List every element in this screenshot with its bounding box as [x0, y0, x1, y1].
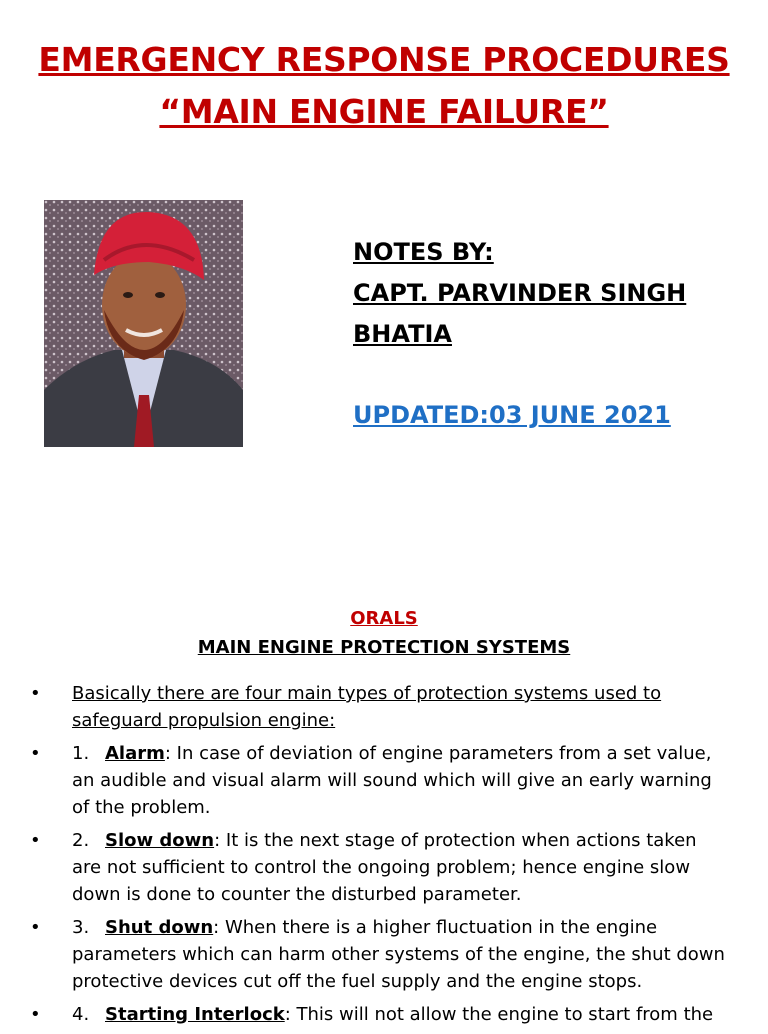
intro-text: Basically there are four main types of protection systems used to safeguard propulsion engine:: [72, 683, 662, 731]
author-name-line2: BHATIA: [353, 320, 452, 348]
item-text: : It is the next stage of protection when actions taken are not sufficient to control the ongoing problem; hence engine slow down is done to counter the disturbed parameter.: [72, 830, 697, 905]
bullet-icon: •: [30, 683, 41, 704]
section-tag: ORALS: [350, 608, 418, 629]
item-text: : This will not allow the engine to start from the: [284, 1004, 714, 1025]
list-item: [28, 680, 728, 734]
protection-list: [28, 680, 728, 1034]
list-item: [28, 914, 728, 995]
list-item: [28, 740, 728, 821]
item-number: 3.: [72, 917, 90, 938]
item-text: : In case of deviation of engine parameters from a set value, an audible and visual alarm will sound which will give an early warning of the problem.: [72, 743, 712, 818]
item-term: Alarm: [105, 743, 165, 764]
author-portrait: [44, 200, 243, 447]
document-title: EMERGENCY RESPONSE PROCEDURES: [38, 40, 730, 79]
bullet-icon: •: [30, 830, 41, 851]
updated-date: UPDATED:03 JUNE 2021: [353, 401, 671, 429]
item-number: 2.: [72, 830, 90, 851]
bullet-icon: •: [30, 1004, 41, 1025]
item-number: 4.: [72, 1004, 90, 1025]
bullet-icon: •: [30, 917, 41, 938]
item-text: : When there is a higher fluctuation in the engine parameters which can harm other systems of the engine, the shut down protective devices cut off the fuel supply and the engine stops.: [72, 917, 725, 992]
bullet-icon: •: [30, 743, 41, 764]
list-item: [28, 827, 728, 908]
item-number: 1.: [72, 743, 90, 764]
notes-by-label: NOTES BY:: [353, 238, 494, 266]
section-heading: MAIN ENGINE PROTECTION SYSTEMS: [197, 637, 571, 658]
item-term: Slow down: [105, 830, 215, 851]
item-term: Starting Interlock: [105, 1004, 285, 1025]
item-term: Shut down: [105, 917, 214, 938]
document-subtitle: “MAIN ENGINE FAILURE”: [159, 92, 609, 131]
author-name-line1: CAPT. PARVINDER SINGH: [353, 279, 687, 307]
